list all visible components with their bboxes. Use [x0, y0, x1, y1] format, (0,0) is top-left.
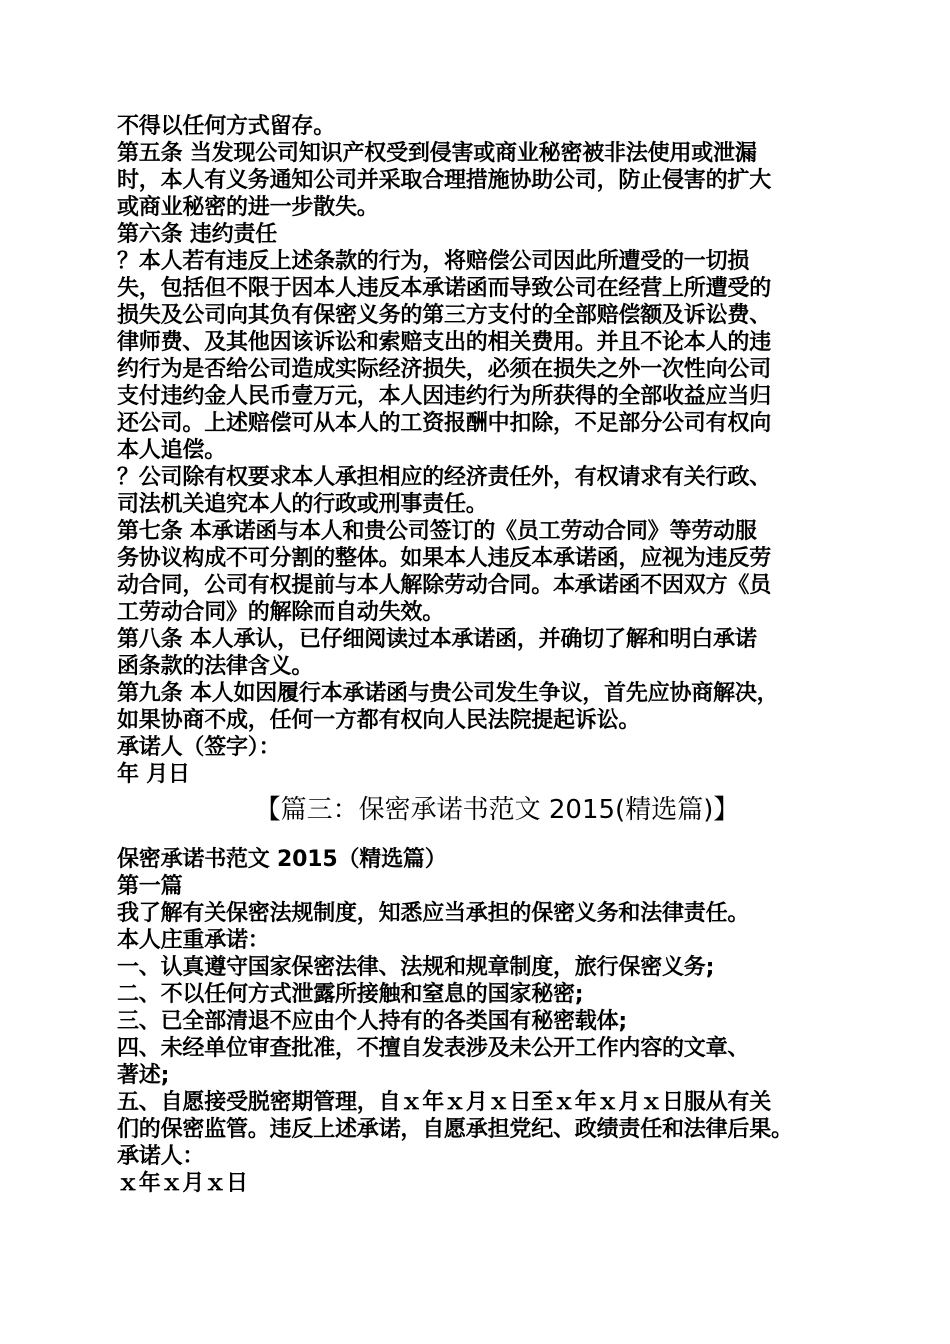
section-commitment-letter-continued	[117, 113, 847, 788]
text-line: 律师费、及其他因该诉讼和索赔支出的相关费用。并且不论本人的违	[117, 330, 772, 355]
text-line: 约行为是否给公司造成实际经济损失，必须在损失之外一次性向公司	[117, 357, 772, 382]
text-line: 不得以任何方式留存。	[117, 114, 336, 139]
section-heading: 【篇三：保密承诺书范文 2015(精选篇)】	[254, 795, 740, 825]
text-line: 函条款的法律含义。	[117, 654, 314, 679]
text-line: 务协议构成不可分割的整体。如果本人违反本承诺函，应视为违反劳	[117, 546, 772, 571]
text-line: 本人庄重承诺：	[117, 928, 270, 953]
pledge-part-label: 第一篇	[117, 874, 183, 899]
text-line: 时，本人有义务通知公司并采取合理措施协助公司，防止侵害的扩大	[117, 168, 772, 193]
text-line: 还公司。上述赔偿可从本人的工资报酬中扣除，不足部分公司有权向	[117, 411, 772, 436]
text-line: 第七条 本承诺函与本人和贵公司签订的《员工劳动合同》等劳动服	[117, 519, 757, 544]
list-item: 四、未经单位审查批准，不擅自发表涉及未公开工作内容的文章、	[117, 1036, 750, 1061]
date-label: 年 月日	[117, 762, 190, 787]
document-page	[117, 113, 847, 1197]
text-line: 支付违约金人民币壹万元，本人因违约行为所获得的全部收益应当归	[117, 384, 772, 409]
text-line: 著述;	[117, 1063, 170, 1088]
date-label: ｘ年ｘ月ｘ日	[117, 1171, 248, 1196]
signature-label: 承诺人：	[117, 1144, 205, 1169]
section-confidentiality-pledge	[117, 846, 847, 1197]
text-line: 或商业秘密的进一步散失。	[117, 195, 379, 220]
text-line: 工劳动合同》的解除而自动失效。	[117, 600, 445, 625]
text-line: 第八条 本人承认，已仔细阅读过本承诺函，并确切了解和明白承诺	[117, 627, 757, 652]
pledge-title: 保密承诺书范文 2015（精选篇）	[117, 847, 447, 872]
text-line: 损失及公司向其负有保密义务的第三方支付的全部赔偿额及诉讼费、	[117, 303, 772, 328]
text-line: 本人追偿。	[117, 438, 227, 463]
text-line: 失，包括但不限于因本人违反本承诺函而导致公司在经营上所遭受的	[117, 276, 772, 301]
text-line: ？本人若有违反上述条款的行为，将赔偿公司因此所遭受的一切损	[117, 249, 750, 274]
list-item: 一、认真遵守国家保密法律、法规和规章制度，旅行保密义务;	[117, 955, 715, 980]
text-line: 司法机关追究本人的行政或刑事责任。	[117, 492, 488, 517]
list-item: 五、自愿接受脱密期管理，自ｘ年ｘ月ｘ日至ｘ年ｘ月ｘ日服从有关	[117, 1090, 772, 1115]
list-item: 二、不以任何方式泄露所接触和窒息的国家秘密;	[117, 982, 584, 1007]
text-line: 如果协商不成，任何一方都有权向人民法院提起诉讼。	[117, 708, 641, 733]
list-item: 三、已全部清退不应由个人持有的各类国有秘密载体;	[117, 1009, 627, 1034]
text-line: 第五条 当发现公司知识产权受到侵害或商业秘密被非法使用或泄漏	[117, 141, 757, 166]
text-line: 第六条 违约责任	[117, 222, 278, 247]
signature-label: 承诺人（签字）：	[117, 735, 281, 760]
text-line: 我了解有关保密法规制度，知悉应当承担的保密义务和法律责任。	[117, 901, 750, 926]
text-line: 们的保密监管。违反上述承诺，自愿承担党纪、政绩责任和法律后果。	[117, 1117, 793, 1142]
text-line: ？公司除有权要求本人承担相应的经济责任外，有权请求有关行政、	[117, 465, 772, 490]
text-line: 动合同，公司有权提前与本人解除劳动合同。本承诺函不因双方《员	[117, 573, 772, 598]
text-line: 第九条 本人如因履行本承诺函与贵公司发生争议，首先应协商解决，	[117, 681, 779, 706]
